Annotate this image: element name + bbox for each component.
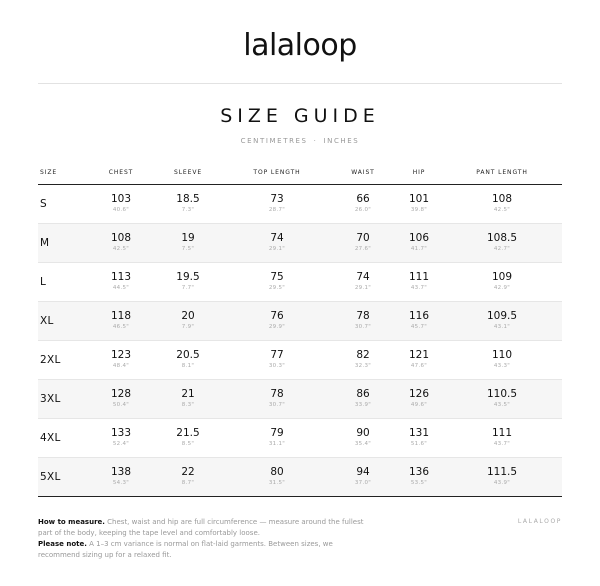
value-cm: 80 (270, 466, 284, 478)
value-inches: 40.6" (112, 207, 130, 213)
measure-cell-pant (467, 193, 537, 215)
value-cm: 79 (270, 427, 284, 439)
measure-cell-hip (384, 232, 454, 254)
how-to-measure-text: Chest, waist and hip are full circumference — measure around the fullest part of the body, keeping the tape level and comfortably loose. (38, 518, 364, 537)
value-cm: 20.5 (176, 349, 200, 361)
value-cm: 103 (110, 193, 132, 205)
value-cm: 21 (181, 388, 195, 400)
measure-cell-top (242, 427, 312, 449)
measure-cell-chest (86, 388, 156, 410)
unit-secondary: INCHES (323, 137, 360, 145)
value-inches: 32.3" (354, 363, 372, 369)
measure-cell-top (242, 271, 312, 293)
measure-cell-chest (86, 193, 156, 215)
measure-cell-sleeve (153, 427, 223, 449)
value-inches: 31.1" (268, 441, 286, 447)
value-cm: 128 (110, 388, 132, 400)
value-cm: 101 (408, 193, 430, 205)
value-cm: 111 (491, 427, 513, 439)
measure-cell-hip (384, 349, 454, 371)
value-cm: 77 (270, 349, 284, 361)
value-inches: 33.9" (354, 402, 372, 408)
value-inches: 48.4" (112, 363, 130, 369)
value-cm: 113 (110, 271, 132, 283)
table-row (38, 263, 562, 302)
value-inches: 45.7" (410, 324, 428, 330)
value-inches: 42.5" (112, 246, 130, 252)
measure-cell-pant (467, 232, 537, 254)
measure-cell-hip (384, 193, 454, 215)
value-inches: 47.6" (410, 363, 428, 369)
value-cm: 106 (408, 232, 430, 244)
please-note-text: A 1–3 cm variance is normal on flat-laid garments. Between sizes, we recommend sizing up for a relaxed fit. (38, 540, 333, 559)
value-inches: 26.0" (354, 207, 372, 213)
measure-cell-hip (384, 310, 454, 332)
value-inches: 54.3" (112, 480, 130, 486)
measure-cell-top (242, 310, 312, 332)
value-cm: 75 (270, 271, 284, 283)
value-inches: 44.5" (112, 285, 130, 291)
value-cm: 20 (181, 310, 195, 322)
value-inches: 8.1" (181, 363, 195, 369)
value-cm: 78 (270, 388, 284, 400)
value-cm: 19 (181, 232, 195, 244)
measure-cell-chest (86, 466, 156, 488)
value-inches: 7.7" (181, 285, 195, 291)
value-cm: 109.5 (486, 310, 518, 322)
table-row (38, 302, 562, 341)
measurement-notes (38, 517, 368, 561)
value-inches: 35.4" (354, 441, 372, 447)
value-cm: 73 (270, 193, 284, 205)
size-label: 5XL (40, 471, 61, 483)
measure-cell-hip (384, 388, 454, 410)
value-inches: 31.5" (268, 480, 286, 486)
how-to-measure-label: How to measure. (38, 518, 105, 526)
table-row (38, 458, 562, 497)
measure-cell-top (242, 349, 312, 371)
value-cm: 118 (110, 310, 132, 322)
value-cm: 136 (408, 466, 430, 478)
please-note (38, 539, 368, 561)
value-inches: 43.7" (493, 441, 511, 447)
header-size: SIZE (40, 169, 58, 176)
measure-cell-chest (86, 310, 156, 332)
value-cm: 18.5 (176, 193, 200, 205)
value-cm: 82 (356, 349, 370, 361)
measure-cell-chest (86, 271, 156, 293)
measure-cell-top (242, 388, 312, 410)
unit-primary: CENTIMETRES (240, 137, 308, 145)
measure-cell-chest (86, 232, 156, 254)
measure-cell-hip (384, 271, 454, 293)
unit-legend (0, 136, 600, 146)
value-inches: 39.8" (410, 207, 428, 213)
value-cm: 66 (356, 193, 370, 205)
size-label: XL (40, 315, 54, 327)
size-label: 4XL (40, 432, 61, 444)
value-cm: 121 (408, 349, 430, 361)
value-inches: 43.1" (493, 324, 511, 330)
value-cm: 90 (356, 427, 370, 439)
value-inches: 8.7" (181, 480, 195, 486)
header-sleeve: SLEEVE (173, 169, 203, 176)
value-cm: 110.5 (486, 388, 518, 400)
table-row (38, 341, 562, 380)
measure-cell-sleeve (153, 310, 223, 332)
value-cm: 126 (408, 388, 430, 400)
header-waist: WAIST (351, 169, 375, 176)
size-label: L (40, 276, 47, 288)
measure-cell-sleeve (153, 388, 223, 410)
value-inches: 8.3" (181, 402, 195, 408)
value-cm: 108 (110, 232, 132, 244)
value-cm: 111 (408, 271, 430, 283)
header-top-length: TOP LENGTH (253, 169, 301, 176)
value-inches: 43.7" (410, 285, 428, 291)
value-cm: 108 (491, 193, 513, 205)
value-inches: 41.7" (410, 246, 428, 252)
measure-cell-top (242, 466, 312, 488)
value-cm: 70 (356, 232, 370, 244)
value-inches: 7.3" (181, 207, 195, 213)
brand-logo: lalaloop (243, 28, 357, 63)
value-inches: 43.3" (493, 363, 511, 369)
value-inches: 30.7" (354, 324, 372, 330)
measure-cell-pant (467, 310, 537, 332)
value-cm: 133 (110, 427, 132, 439)
value-inches: 7.5" (181, 246, 195, 252)
value-inches: 43.5" (493, 402, 511, 408)
value-inches: 30.3" (268, 363, 286, 369)
header-divider (38, 83, 562, 84)
value-inches: 27.6" (354, 246, 372, 252)
measure-cell-top (242, 232, 312, 254)
value-inches: 42.9" (493, 285, 511, 291)
measure-cell-pant (467, 427, 537, 449)
brand-wordmark: LALALOOP (517, 518, 562, 525)
measure-cell-pant (467, 349, 537, 371)
table-row (38, 419, 562, 458)
value-inches: 7.9" (181, 324, 195, 330)
value-cm: 116 (408, 310, 430, 322)
header-chest: CHEST (108, 169, 134, 176)
value-cm: 74 (356, 271, 370, 283)
value-inches: 30.7" (268, 402, 286, 408)
value-inches: 52.4" (112, 441, 130, 447)
measure-cell-sleeve (153, 349, 223, 371)
header-pant-length: PANT LENGTH (476, 169, 528, 176)
measure-cell-sleeve (153, 271, 223, 293)
page-title: SIZE GUIDE (220, 105, 380, 127)
value-cm: 123 (110, 349, 132, 361)
value-cm: 74 (270, 232, 284, 244)
value-cm: 86 (356, 388, 370, 400)
value-cm: 21.5 (176, 427, 200, 439)
measure-cell-hip (384, 466, 454, 488)
value-cm: 138 (110, 466, 132, 478)
value-inches: 37.0" (354, 480, 372, 486)
value-inches: 46.5" (112, 324, 130, 330)
table-row (38, 224, 562, 263)
header-hip: HIP (412, 169, 426, 176)
value-inches: 53.5" (410, 480, 428, 486)
value-cm: 108.5 (486, 232, 518, 244)
value-cm: 78 (356, 310, 370, 322)
value-inches: 50.4" (112, 402, 130, 408)
value-inches: 51.6" (410, 441, 428, 447)
value-cm: 19.5 (176, 271, 200, 283)
value-inches: 43.9" (493, 480, 511, 486)
measure-cell-sleeve (153, 232, 223, 254)
size-label: 2XL (40, 354, 61, 366)
size-label: 3XL (40, 393, 61, 405)
value-inches: 42.5" (493, 207, 511, 213)
please-note-label: Please note. (38, 540, 87, 548)
measure-cell-chest (86, 349, 156, 371)
measure-cell-hip (384, 427, 454, 449)
value-cm: 110 (491, 349, 513, 361)
measure-cell-pant (467, 271, 537, 293)
table-body (38, 185, 562, 497)
value-cm: 131 (408, 427, 430, 439)
value-cm: 109 (491, 271, 513, 283)
table-header (38, 160, 562, 185)
value-inches: 29.9" (268, 324, 286, 330)
measure-cell-chest (86, 427, 156, 449)
value-inches: 29.1" (354, 285, 372, 291)
value-inches: 29.5" (268, 285, 286, 291)
value-inches: 29.1" (268, 246, 286, 252)
measure-cell-top (242, 193, 312, 215)
value-cm: 76 (270, 310, 284, 322)
value-inches: 28.7" (268, 207, 286, 213)
unit-separator: · (313, 137, 318, 145)
table-row (38, 185, 562, 224)
size-table (38, 160, 562, 497)
measure-cell-pant (467, 466, 537, 488)
size-label: S (40, 198, 47, 210)
value-inches: 42.7" (493, 246, 511, 252)
measure-cell-sleeve (153, 466, 223, 488)
size-label: M (40, 237, 50, 249)
measure-cell-sleeve (153, 193, 223, 215)
value-cm: 111.5 (486, 466, 518, 478)
measure-cell-pant (467, 388, 537, 410)
how-to-measure-note (38, 517, 368, 539)
value-cm: 22 (181, 466, 195, 478)
table-row (38, 380, 562, 419)
value-inches: 49.6" (410, 402, 428, 408)
value-inches: 8.5" (181, 441, 195, 447)
value-cm: 94 (356, 466, 370, 478)
